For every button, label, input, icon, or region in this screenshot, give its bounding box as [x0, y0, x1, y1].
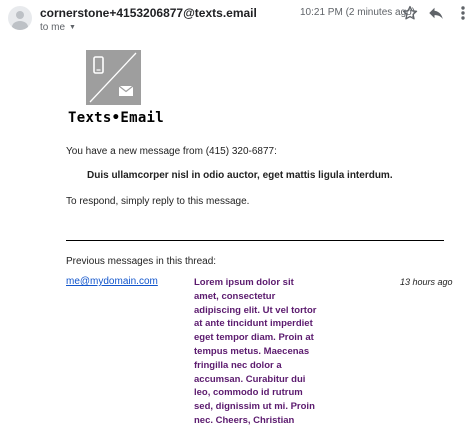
recipient-details[interactable]: [40, 22, 76, 33]
instructions-text: To respond, simply reply to this message.: [66, 196, 250, 207]
thread-label: Previous messages in this thread:: [66, 256, 217, 267]
intro-text: You have a new message from (415) 320-6877:: [66, 146, 277, 157]
recipient-label: to me: [40, 22, 66, 33]
thread-message-text: Lorem ipsum dolor sit amet, consectetur adipiscing elit. Ut vel tortor at ante tincidunt imperdiet eget tempor diam. Proin at tempus metus. Maecenas fringilla nec dolor a accumsan. Curabitur dui leo, commodo id rutrum sed, dignissim ut mi. Proin nec. Cheers, Christian: [194, 277, 317, 426]
email-header: [0, 0, 474, 40]
more-vert-icon[interactable]: [456, 4, 470, 22]
brand-name: Texts•Email: [68, 110, 165, 126]
star-icon[interactable]: [401, 4, 419, 22]
thread-sender-link[interactable]: me@mydomain.com: [66, 276, 158, 287]
thread-message-time: 13 hours ago: [400, 277, 453, 287]
message-text: Duis ullamcorper nisl in odio auctor, eget mattis ligula interdum.: [87, 170, 393, 181]
chevron-down-icon[interactable]: ▼: [69, 23, 76, 31]
sender-address: cornerstone+4153206877@texts.email: [40, 6, 257, 20]
phone-icon: [94, 57, 103, 73]
message-timestamp: 10:21 PM (2 minutes ago): [300, 7, 416, 18]
texts-email-logo: [86, 50, 141, 105]
divider: [66, 240, 444, 241]
avatar-icon[interactable]: [8, 6, 32, 30]
envelope-icon: [119, 86, 133, 96]
reply-icon[interactable]: [427, 4, 445, 22]
